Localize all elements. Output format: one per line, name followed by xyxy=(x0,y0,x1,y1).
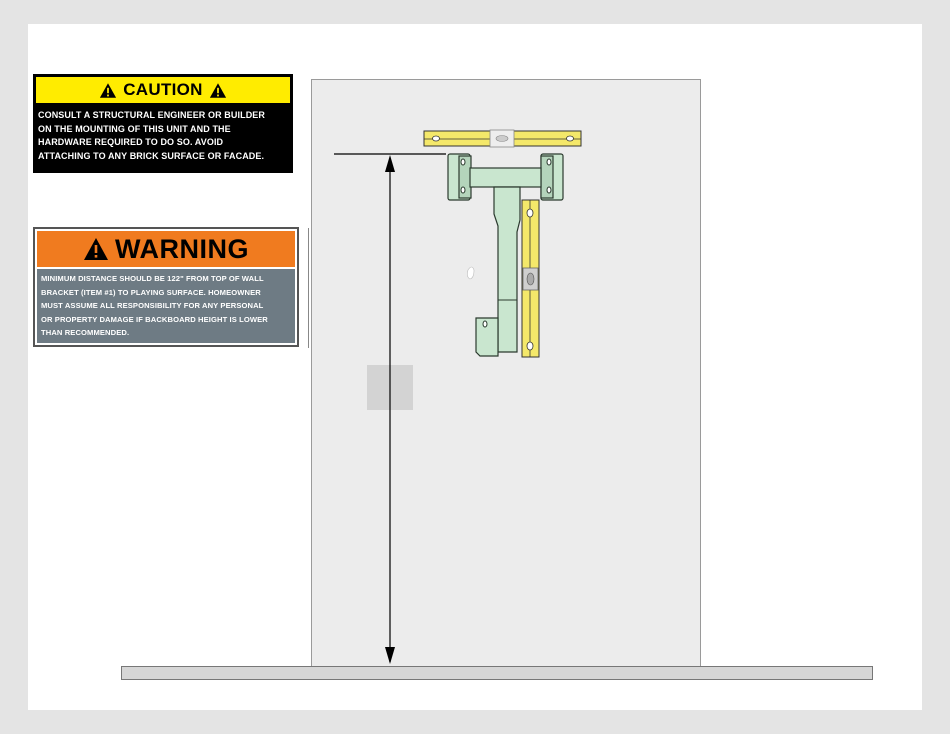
warning-line: BRACKET (ITEM #1) TO PLAYING SURFACE. HOMEOWNER xyxy=(41,287,261,297)
caution-line: CONSULT A STRUCTURAL ENGINEER OR BUILDER xyxy=(38,110,266,120)
height-dimension-line xyxy=(334,154,446,664)
warning-line: THAN RECOMMENDED. xyxy=(41,328,130,338)
warning-title: WARNING xyxy=(115,233,249,264)
caution-line: ATTACHING TO ANY BRICK SURFACE OR FACADE. xyxy=(38,150,265,161)
warning-line: OR PROPERTY DAMAGE IF BACKBOARD HEIGHT IS LOWER xyxy=(41,314,268,324)
warning-line: MINIMUM DISTANCE SHOULD BE 122" FROM TOP OF WALL xyxy=(41,274,264,283)
horizontal-level xyxy=(424,130,581,147)
caution-line: ON THE MOUNTING OF THIS UNIT AND THE xyxy=(38,123,231,134)
caution-line: HARDWARE REQUIRED TO DO SO. AVOID xyxy=(38,137,224,147)
caution-title: CAUTION xyxy=(123,80,203,99)
warning-line: MUST ASSUME ALL RESPONSIBILITY FOR ANY PERSONAL xyxy=(41,301,264,311)
wall-bracket xyxy=(448,154,563,356)
vertical-level xyxy=(522,200,539,357)
wall-marker xyxy=(467,267,474,279)
